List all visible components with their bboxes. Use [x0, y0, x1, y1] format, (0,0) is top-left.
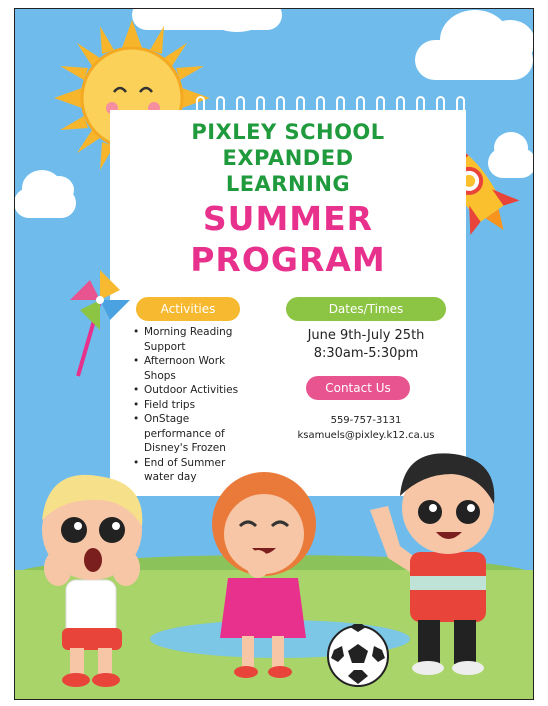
dates-heading: Dates/Times: [286, 297, 446, 321]
list-item-continued: Support: [144, 340, 186, 353]
title-program: PROGRAM: [190, 240, 386, 279]
spiral-ring: [196, 96, 205, 118]
cloud: [14, 188, 76, 218]
list-item-continued: water day: [144, 471, 197, 483]
kid-boy-illustration: [370, 448, 510, 683]
spiral-ring: [256, 96, 265, 118]
list-item-continued: Shops: [144, 369, 176, 382]
kid-blonde-illustration: [28, 468, 153, 693]
spiral-ring: [216, 96, 225, 118]
list-item: • Afternoon Work: [144, 354, 284, 369]
contact-phone: 559-757-3131: [330, 415, 402, 426]
kid-redhead-illustration: [198, 468, 328, 683]
spiral-ring: [396, 96, 405, 118]
title-line-2: EXPANDED: [222, 146, 354, 170]
list-item-continued: performance of: [144, 427, 225, 440]
list-item: • Outdoor Activities: [144, 383, 284, 398]
spiral-ring: [376, 96, 385, 118]
title-summer: SUMMER: [202, 199, 374, 238]
list-item-continued: Disney's Frozen: [144, 442, 226, 454]
list-item: • OnStage: [144, 412, 284, 427]
spiral-ring: [296, 96, 305, 118]
contact-heading: Contact Us: [306, 376, 410, 400]
date-range: June 9th-July 25th: [307, 328, 425, 343]
spiral-ring: [236, 96, 245, 118]
list-item: • Morning Reading: [144, 325, 284, 340]
spiral-ring: [416, 96, 425, 118]
title-line-1: PIXLEY SCHOOL: [191, 120, 385, 144]
spiral-ring: [436, 96, 445, 118]
spiral-ring: [276, 96, 285, 118]
activities-list: [130, 325, 284, 485]
contact-email: ksamuels@pixley.k12.ca.us: [297, 430, 435, 441]
spiral-ring: [316, 96, 325, 118]
spiral-ring: [356, 96, 365, 118]
title-line-3: LEARNING: [225, 172, 351, 196]
list-item: • End of Summer: [144, 456, 284, 471]
time-range: 8:30am-5:30pm: [313, 346, 419, 361]
spiral-ring: [336, 96, 345, 118]
cloud: [415, 40, 533, 80]
soccer-ball-icon: [326, 624, 390, 688]
activities-heading: Activities: [136, 297, 240, 321]
pinwheel-icon: [66, 268, 138, 378]
list-item: • Field trips: [144, 398, 284, 413]
spiral-ring: [456, 96, 465, 118]
